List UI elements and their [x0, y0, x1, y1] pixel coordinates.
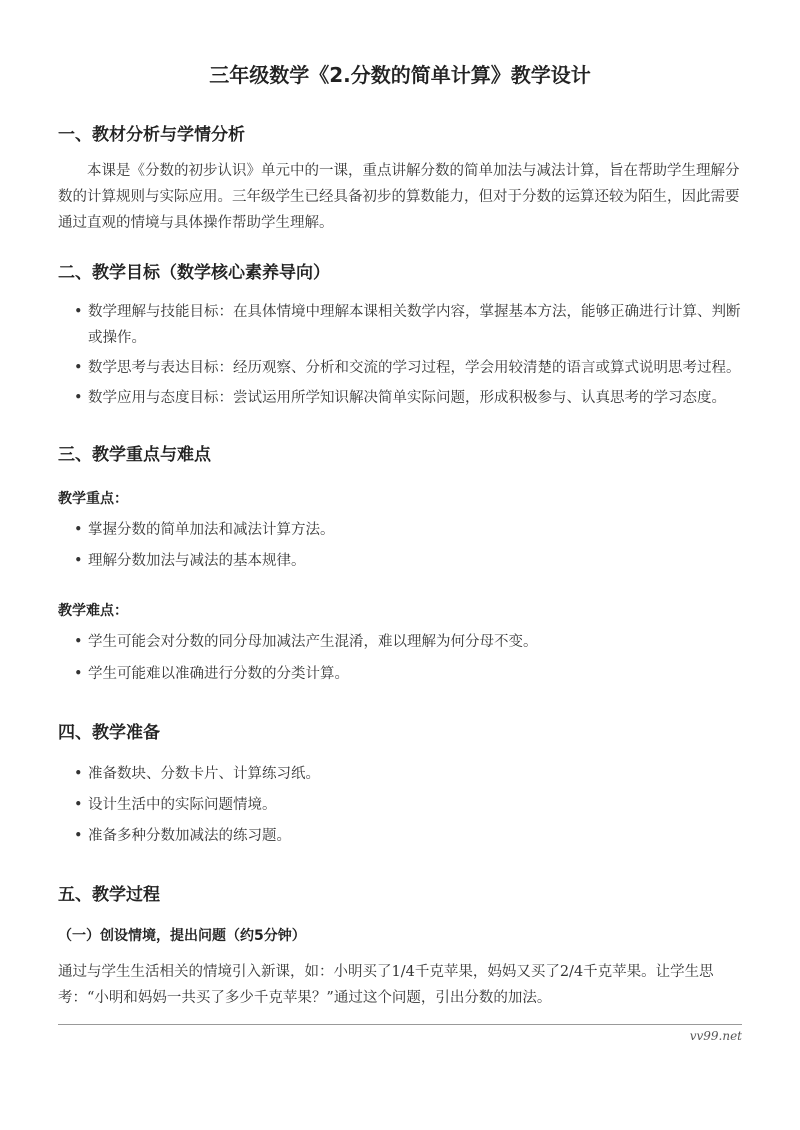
section-heading-3: 三、教学重点与难点 [58, 445, 211, 465]
list-item: • 学生可能会对分数的同分母加减法产生混淆，难以理解为何分母不变。 [74, 629, 742, 655]
list-item: • 数学理解与技能目标：在具体情境中理解本课相关数学内容，掌握基本方法，能够正确进行计算、判断或操作。 [74, 299, 742, 351]
bullet-icon: • [74, 666, 83, 682]
bullet-icon: • [74, 390, 83, 406]
list-item: • 设计生活中的实际问题情境。 [74, 792, 742, 818]
list-item: • 数学思考与表达目标：经历观察、分析和交流的学习过程，学会用较清楚的语言或算式说明思考过程。 [74, 355, 742, 381]
section-1-paragraph: 本课是《分数的初步认识》单元中的一课，重点讲解分数的简单加法与减法计算，旨在帮助学生理解分数的计算规则与实际应用。三年级学生已经具备初步的算数能力，但对于分数的运算还较为陌生，因此需要通过直观的情境与具体操作帮助学生理解。 [58, 163, 740, 231]
list-item: • 数学应用与态度目标：尝试运用所学知识解决简单实际问题，形成积极参与、认真思考的学习态度。 [74, 385, 742, 411]
subsection-heading: （一）创设情境，提出问题（约5分钟） [58, 928, 306, 944]
bullet-icon: • [74, 797, 83, 813]
list-item: • 掌握分数的简单加法和减法计算方法。 [74, 517, 742, 543]
bullet-icon: • [74, 304, 83, 320]
document-page [58, 0, 742, 1064]
bullet-icon: • [74, 522, 83, 538]
section-heading-4: 四、教学准备 [58, 723, 160, 743]
section-heading-1: 一、教材分析与学情分析 [58, 125, 245, 145]
list-item: • 准备多种分数加减法的练习题。 [74, 823, 742, 849]
list-item: • 理解分数加法与减法的基本规律。 [74, 548, 742, 574]
section-heading-2: 二、教学目标（数学核心素养导向） [58, 263, 330, 283]
key-points-label: 教学重点： [58, 491, 128, 507]
bullet-icon: • [74, 360, 83, 376]
section-heading-5: 五、教学过程 [58, 885, 160, 905]
section-5-paragraph: 通过与学生生活相关的情境引入新课，如：小明买了1/4千克苹果，妈妈又买了2/4千克苹果。让学生思考：“小明和妈妈一共买了多少千克苹果？”通过这个问题，引出分数的加法。 [58, 964, 714, 1006]
difficulties-label: 教学难点： [58, 603, 128, 619]
bullet-icon: • [74, 766, 83, 782]
bullet-icon: • [74, 634, 83, 650]
bullet-icon: • [74, 553, 83, 569]
list-item: • 准备数块、分数卡片、计算练习纸。 [74, 761, 742, 787]
footer-site: vv99.net [689, 1029, 742, 1043]
footer-divider [58, 1024, 742, 1025]
bullet-icon: • [74, 828, 83, 844]
document-title: 三年级数学《2.分数的简单计算》教学设计 [209, 63, 591, 87]
list-item: • 学生可能难以准确进行分数的分类计算。 [74, 661, 742, 687]
